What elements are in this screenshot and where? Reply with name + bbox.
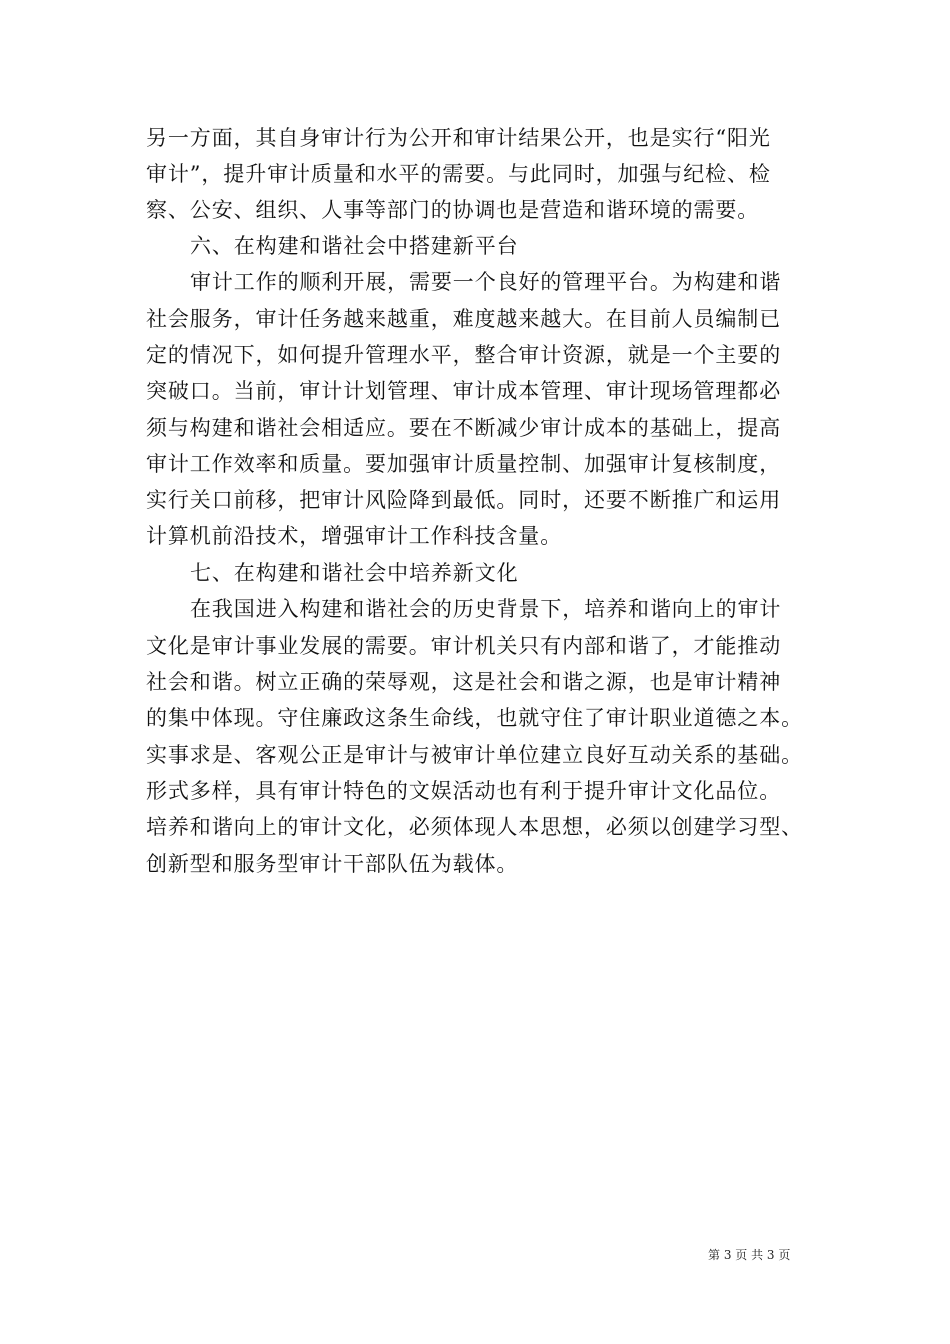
- text-line: 创新型和服务型审计干部队伍为载体。: [146, 852, 519, 876]
- text-line: 突破口。当前，审计计划管理、审计成本管理、审计现场管理都必: [146, 379, 782, 403]
- text-line: 社会和谐。树立正确的荣辱观，这是社会和谐之源，也是审计精神: [146, 670, 782, 694]
- page-number-footer: 第 3 页 共 3 页: [708, 1248, 791, 1262]
- section-heading-six: 六、在构建和谐社会中搭建新平台: [190, 234, 519, 258]
- text-line: 在我国进入构建和谐社会的历史背景下，培养和谐向上的审计: [190, 597, 782, 621]
- text-line: 定的情况下，如何提升管理水平，整合审计资源，就是一个主要的: [146, 343, 782, 367]
- text-line: 须与构建和谐社会相适应。要在不断减少审计成本的基础上，提高: [146, 416, 782, 440]
- text-line: 审计”，提升审计质量和水平的需要。与此同时，加强与纪检、检: [146, 162, 771, 186]
- text-line: 实行关口前移，把审计风险降到最低。同时，还要不断推广和运用: [146, 488, 782, 512]
- text-line: 另一方面，其自身审计行为公开和审计结果公开，也是实行“阳光: [146, 126, 771, 150]
- text-line: 培养和谐向上的审计文化，必须体现人本思想，必须以创建学习型、: [146, 815, 803, 839]
- text-line: 审计工作的顺利开展，需要一个良好的管理平台。为构建和谐: [190, 270, 782, 294]
- text-line: 形式多样，具有审计特色的文娱活动也有利于提升审计文化品位。: [146, 779, 782, 803]
- text-line: 计算机前沿技术，增强审计工作科技含量。: [146, 524, 563, 548]
- text-line: 实事求是、客观公正是审计与被审计单位建立良好互动关系的基础。: [146, 743, 803, 767]
- text-line: 社会服务，审计任务越来越重，难度越来越大。在目前人员编制已: [146, 307, 782, 331]
- text-line: 的集中体现。守住廉政这条生命线，也就守住了审计职业道德之本。: [146, 706, 803, 730]
- text-line: 审计工作效率和质量。要加强审计质量控制、加强审计复核制度，: [146, 452, 782, 476]
- text-line: 察、公安、组织、人事等部门的协调也是营造和谐环境的需要。: [146, 198, 760, 222]
- text-line: 文化是审计事业发展的需要。审计机关只有内部和谐了，才能推动: [146, 634, 782, 658]
- section-heading-seven: 七、在构建和谐社会中培养新文化: [190, 561, 519, 585]
